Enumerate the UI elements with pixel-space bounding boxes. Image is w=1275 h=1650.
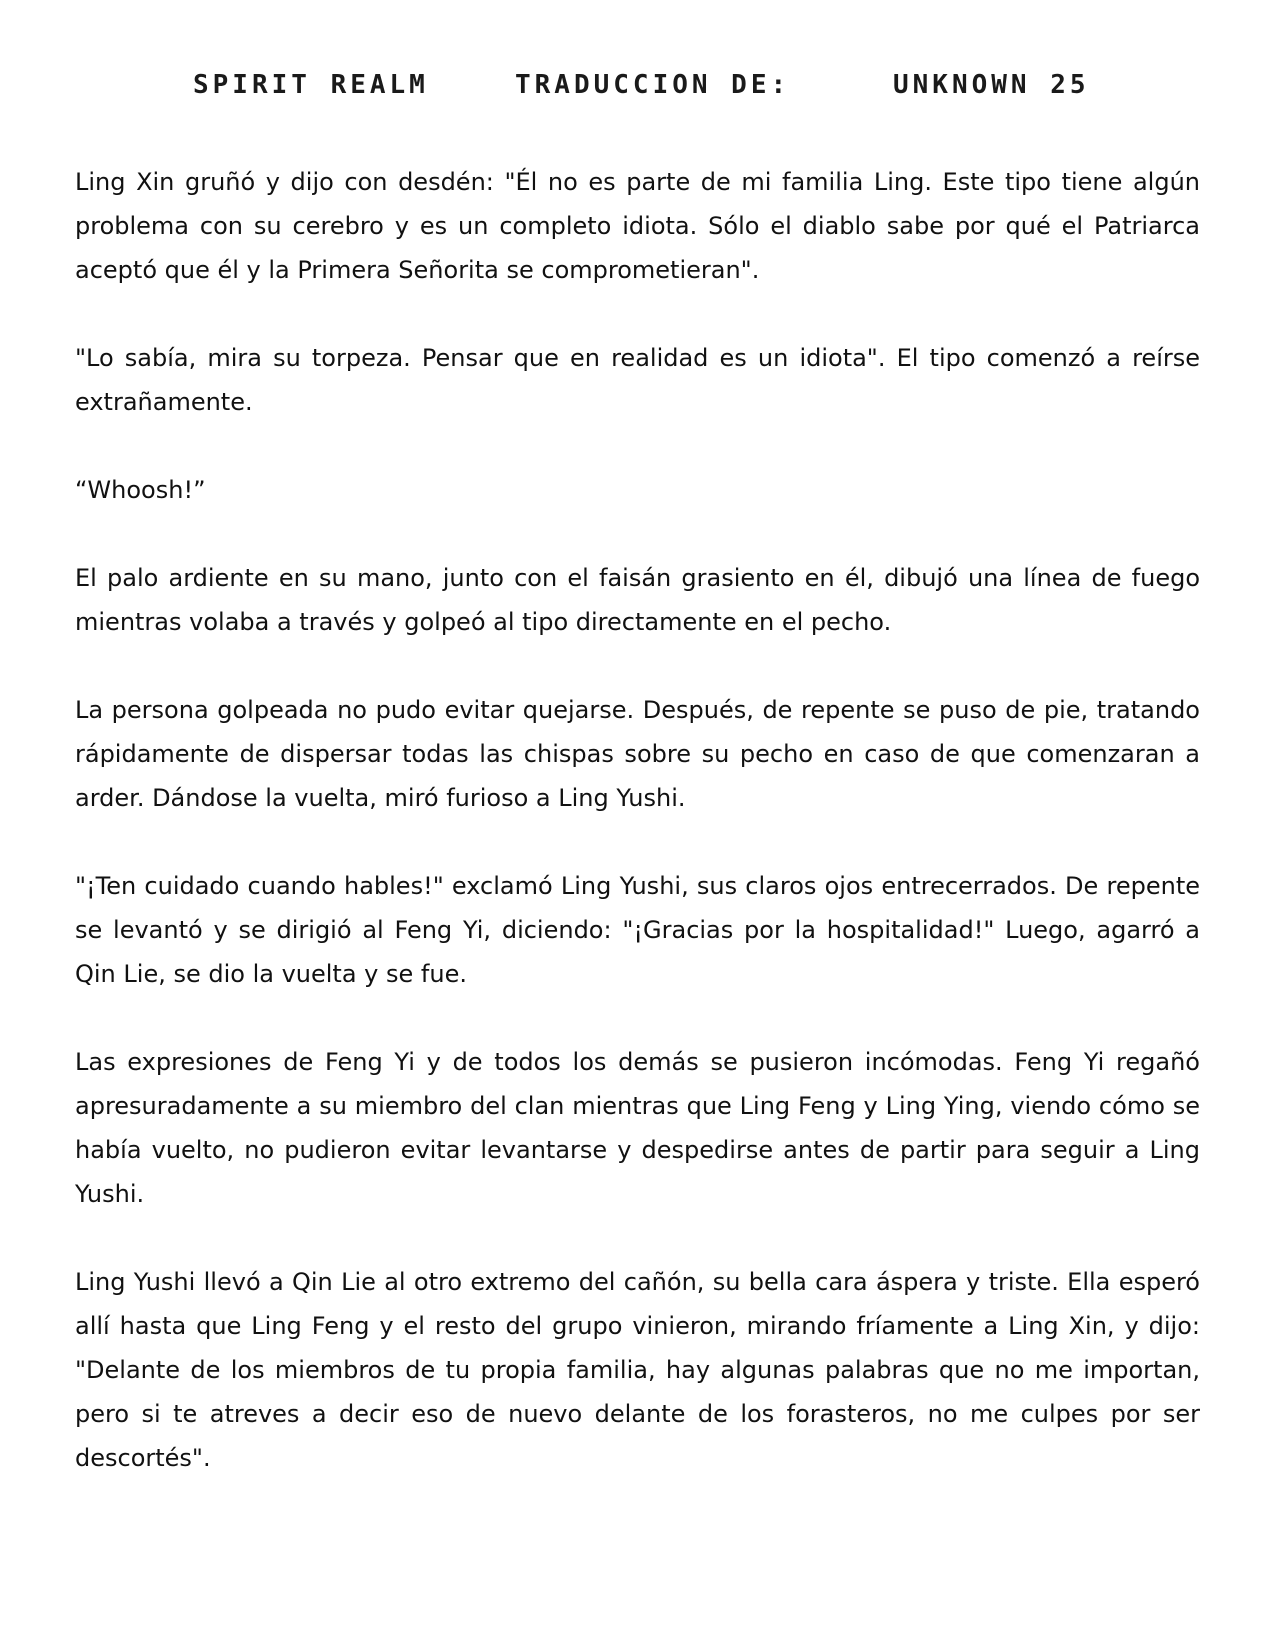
header-translator: UNKNOWN 25 xyxy=(893,70,1090,100)
page-header xyxy=(0,70,1275,110)
paragraph: Ling Xin gruñó y dijo con desdén: "Él no es parte de mi familia Ling. Este tipo tiene algún problema con su cerebro y es un completo idiota. Sólo el diablo sabe por qué el Patriarca aceptó que él y la Primera Señorita se comprometieran". xyxy=(75,168,1200,284)
paragraph: Las expresiones de Feng Yi y de todos los demás se pusieron incómodas. Feng Yi regañó apresuradamente a su miembro del clan mientras que Ling Feng y Ling Ying, viendo cómo se había vuelto, no pudieron evitar levantarse y despedirse antes de partir para seguir a Ling Yushi. xyxy=(75,1048,1200,1208)
paragraph: El palo ardiente en su mano, junto con el faisán grasiento en él, dibujó una línea de fuego mientras volaba a través y golpeó al tipo directamente en el pecho. xyxy=(75,564,1200,636)
document-body xyxy=(75,160,1200,1524)
paragraph: “Whoosh!” xyxy=(75,476,206,504)
paragraph: "¡Ten cuidado cuando hables!" exclamó Ling Yushi, sus claros ojos entrecerrados. De repente se levantó y se dirigió al Feng Yi, diciendo: "¡Gracias por la hospitalidad!" Luego, agarró a Qin Lie, se dio la vuelta y se fue. xyxy=(75,872,1200,988)
paragraph: Ling Yushi llevó a Qin Lie al otro extremo del cañón, su bella cara áspera y triste. Ella esperó allí hasta que Ling Feng y el resto del grupo vinieron, mirando fríamente a Ling Xin, y dijo: "Delante de los miembros de tu propia familia, hay algunas palabras que no me importan, pero si te atreves a decir eso de nuevo delante de los forasteros, no me culpes por ser descortés". xyxy=(75,1268,1200,1472)
paragraph: "Lo sabía, mira su torpeza. Pensar que en realidad es un idiota". El tipo comenzó a reírse extrañamente. xyxy=(75,344,1200,416)
header-title: SPIRIT REALM xyxy=(193,70,429,100)
header-translation-label: TRADUCCION DE: xyxy=(515,70,791,100)
paragraph: La persona golpeada no pudo evitar quejarse. Después, de repente se puso de pie, tratando rápidamente de dispersar todas las chispas sobre su pecho en caso de que comenzaran a arder. Dándose la vuelta, miró furioso a Ling Yushi. xyxy=(75,696,1200,812)
